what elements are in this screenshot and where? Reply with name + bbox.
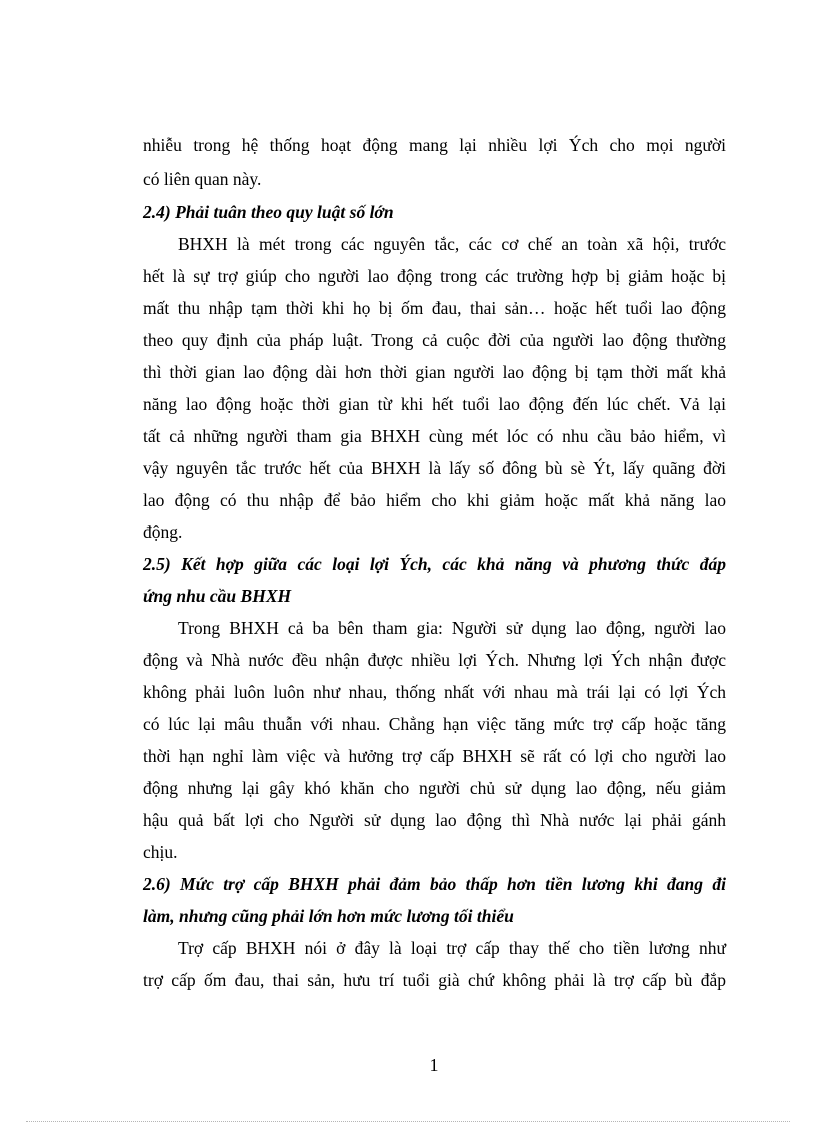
body-text-line: chịu. (143, 842, 178, 862)
body-text-line: có lúc lại mâu thuẫn với nhau. Chẳng hạn việc tăng mức trợ cấp hoặc tăng (143, 714, 726, 734)
section-heading-2-6-cont: làm, nhưng cũng phải lớn hơn mức lương tối thiểu (143, 906, 514, 926)
body-text-line: trợ cấp ốm đau, thai sản, hưu trí tuổi già chứ không phải là trợ cấp bù đắp (143, 970, 726, 990)
body-text-line: động nhưng lại gây khó khăn cho người chủ sử dụng lao động, nếu giảm (143, 778, 726, 798)
body-text-line: có liên quan này. (143, 169, 262, 189)
body-text-line: Trong BHXH cả ba bên tham gia: Người sử dụng lao động, người lao (178, 618, 726, 638)
body-text-line: động và Nhà nước đều nhận được nhiều lợi Ých. Nhưng lợi Ých nhận được (143, 650, 726, 670)
body-text-line: thì thời gian lao động dài hơn thời gian người lao động bị tạm thời mất khả (143, 362, 726, 382)
page-bottom-divider (26, 1121, 790, 1122)
body-text-line: hậu quả bất lợi cho Người sử dụng lao động thì Nhà nước lại phải gánh (143, 810, 726, 830)
body-text-line: vậy nguyên tắc trước hết của BHXH là lấy số đông bù sè Ýt, lấy quãng đời (143, 458, 726, 478)
body-text-line: Trợ cấp BHXH nói ở đây là loại trợ cấp thay thế cho tiền lương như (178, 938, 726, 958)
body-text-line: không phải luôn luôn như nhau, thống nhất với nhau mà trái lại có lợi Ých (143, 682, 726, 702)
body-text-line: lao động có thu nhập để bảo hiểm cho khi giảm hoặc mất khả năng lao (143, 490, 726, 510)
section-heading-2-5: 2.5) Kết hợp giữa các loại lợi Ých, các khả năng và phương thức đáp (143, 554, 726, 574)
body-text-line: nhiễu trong hệ thống hoạt động mang lại nhiều lợi Ých cho mọi người (143, 135, 726, 155)
section-heading-2-4: 2.4) Phải tuân theo quy luật số lớn (143, 202, 394, 222)
section-heading-2-6: 2.6) Mức trợ cấp BHXH phải đảm bảo thấp hơn tiền lương khi đang đi (143, 874, 726, 894)
body-text-line: mất thu nhập tạm thời khi họ bị ốm đau, thai sản… hoặc hết tuổi lao động (143, 298, 726, 318)
body-text-line: theo quy định của pháp luật. Trong cả cuộc đời của người lao động thường (143, 330, 726, 350)
body-text-line: hết là sự trợ giúp cho người lao động trong các trường hợp bị giảm hoặc bị (143, 266, 726, 286)
body-text-line: động. (143, 522, 183, 542)
body-text-line: BHXH là mét trong các nguyên tắc, các cơ chế an toàn xã hội, trước (178, 234, 726, 254)
body-text-line: tất cả những người tham gia BHXH cùng mét lóc có nhu cầu bảo hiểm, vì (143, 426, 726, 446)
body-text-line: thời hạn nghỉ làm việc và hưởng trợ cấp BHXH sẽ rất có lợi cho người lao (143, 746, 726, 766)
page-number: 1 (429, 1055, 439, 1075)
body-text-line: năng lao động hoặc thời gian từ khi hết tuổi lao động đến lúc chết. Vả lại (143, 394, 726, 414)
section-heading-2-5-cont: ứng nhu cầu BHXH (143, 586, 292, 606)
